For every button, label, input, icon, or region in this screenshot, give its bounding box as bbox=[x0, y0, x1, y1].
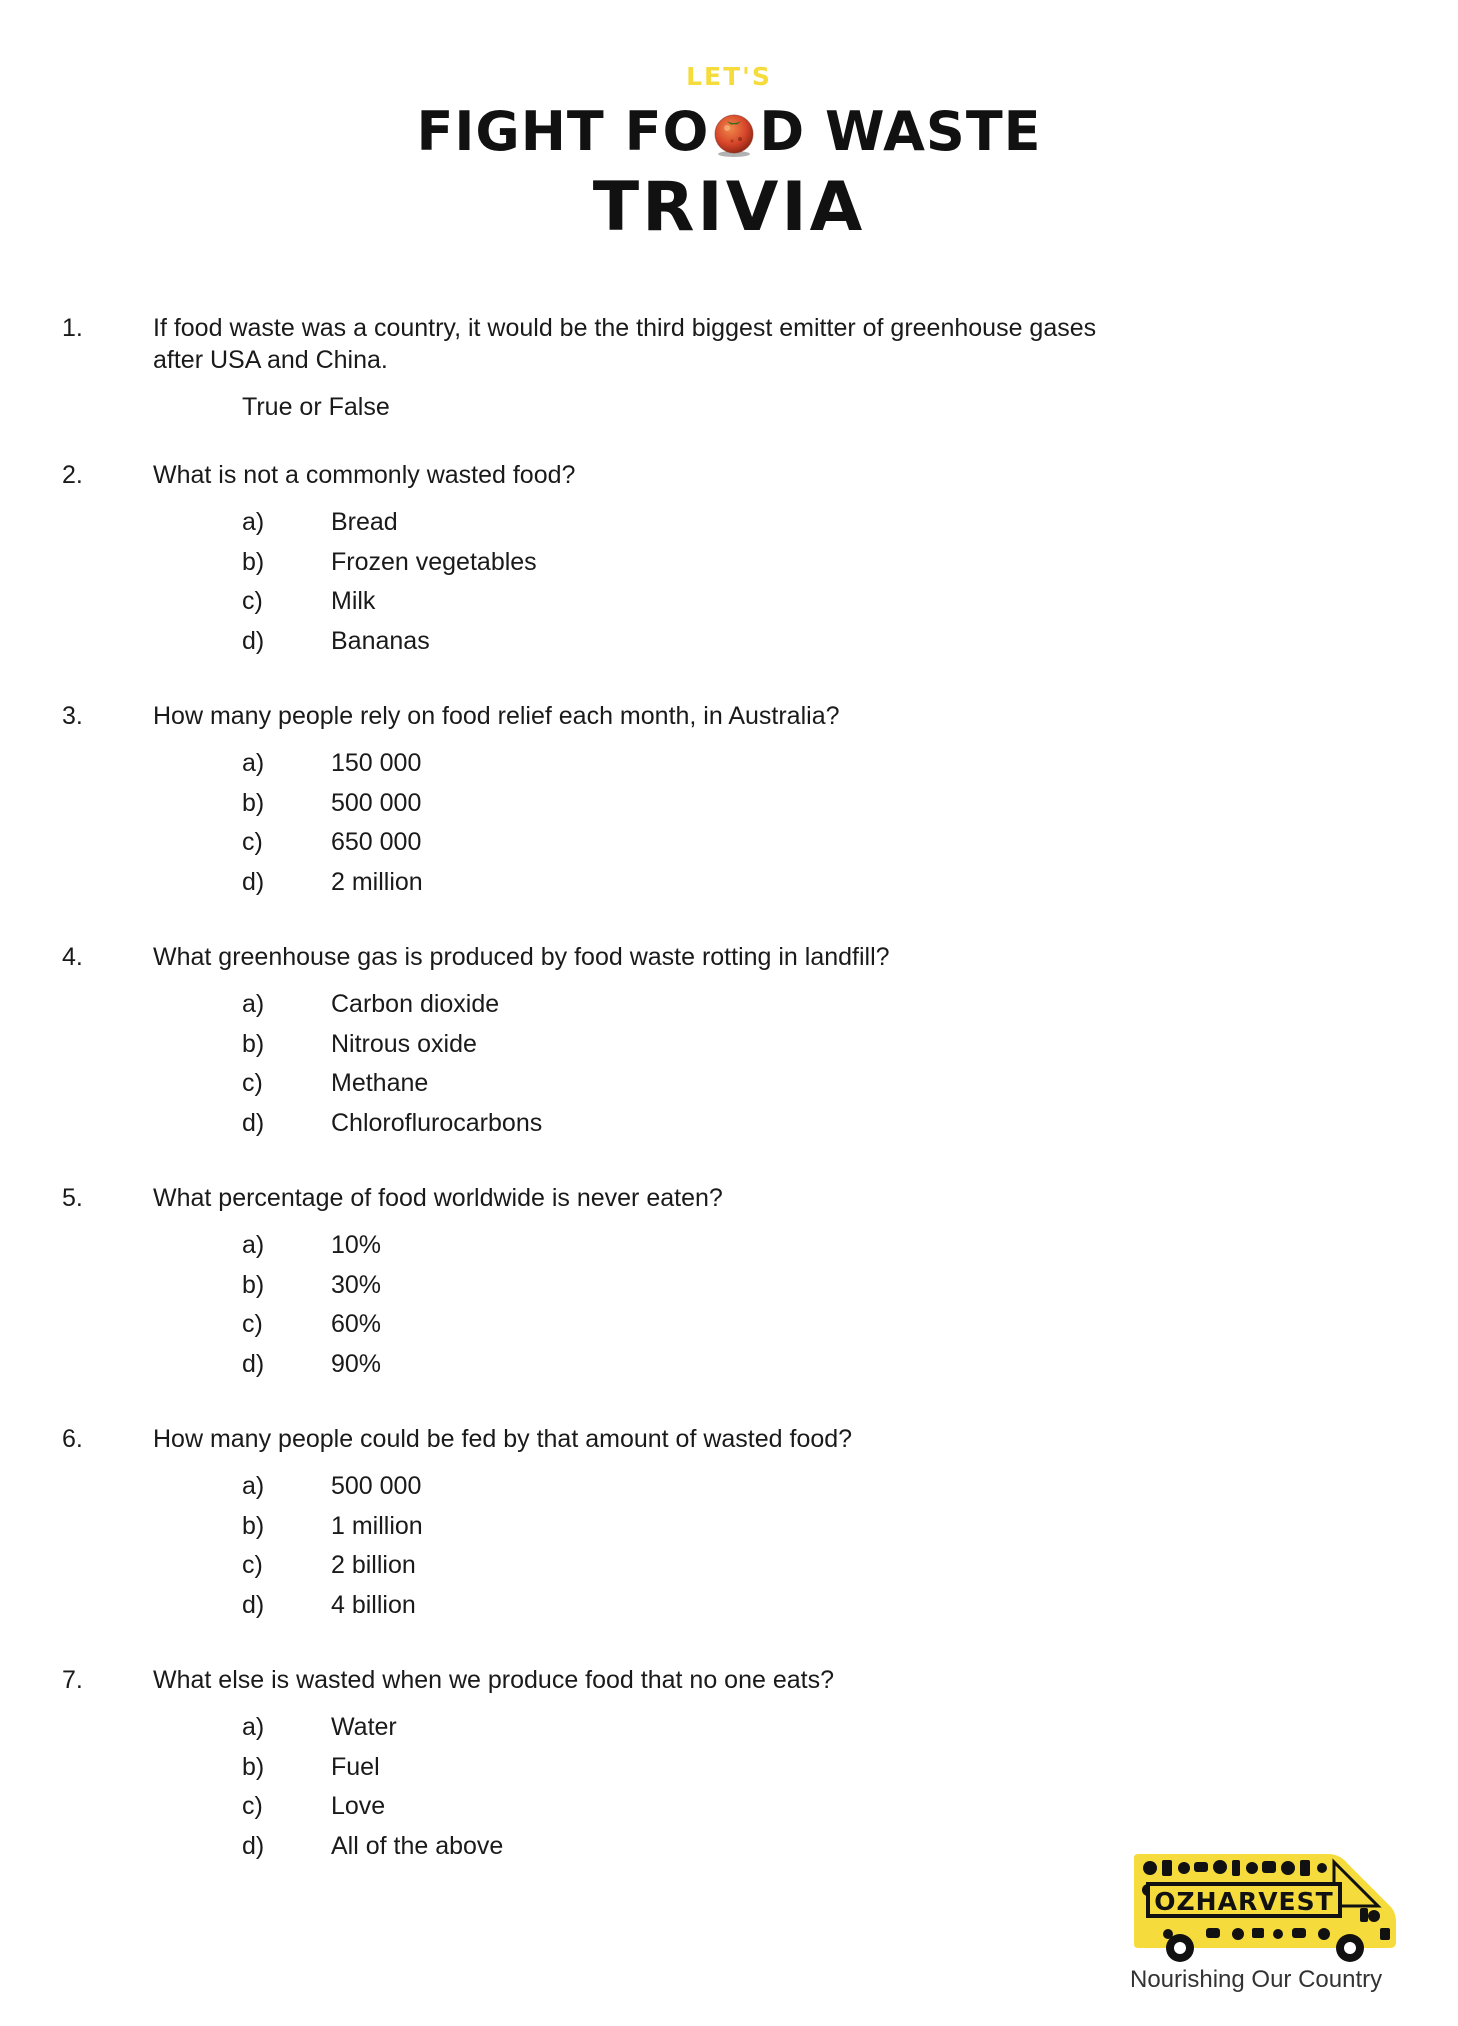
option-letter: c) bbox=[242, 1551, 263, 1579]
option-letter: c) bbox=[242, 1310, 263, 1338]
option-d bbox=[0, 866, 1458, 906]
ozharvest-van-logo bbox=[1128, 1850, 1400, 1962]
question-4 bbox=[0, 941, 1458, 1146]
option-letter: c) bbox=[242, 587, 263, 615]
option-c bbox=[0, 1308, 1458, 1348]
question-2 bbox=[0, 459, 1458, 664]
question-text: What is not a commonly wasted food? bbox=[153, 461, 576, 489]
question-text: What greenhouse gas is produced by food waste rotting in landfill? bbox=[153, 943, 890, 971]
option-b bbox=[0, 787, 1458, 827]
option-letter: d) bbox=[242, 626, 265, 655]
option-text: Milk bbox=[331, 587, 376, 615]
option-letter: b) bbox=[242, 1029, 265, 1058]
true-false-prompt: True or False bbox=[242, 393, 390, 421]
option-c bbox=[0, 585, 1458, 625]
option-letter: b) bbox=[242, 547, 265, 576]
question-text: How many people rely on food relief each month, in Australia? bbox=[153, 702, 840, 730]
question-number: 2. bbox=[62, 461, 83, 489]
page-title bbox=[0, 100, 1458, 163]
option-letter: c) bbox=[242, 1792, 263, 1820]
option-text: 4 billion bbox=[331, 1590, 416, 1619]
option-c bbox=[0, 1067, 1458, 1107]
option-d bbox=[0, 625, 1458, 665]
option-a bbox=[0, 747, 1458, 787]
option-b bbox=[0, 1269, 1458, 1309]
question-number: 6. bbox=[62, 1425, 83, 1453]
question-text: If food waste was a country, it would be the third biggest emitter of greenhouse gases after USA and China. bbox=[153, 314, 1097, 374]
option-text: Bananas bbox=[331, 626, 430, 655]
title-part-2: D WASTE bbox=[759, 100, 1042, 163]
question-text: What percentage of food worldwide is never eaten? bbox=[153, 1184, 723, 1212]
question-5 bbox=[0, 1182, 1458, 1387]
option-letter: d) bbox=[242, 1108, 265, 1137]
option-letter: a) bbox=[242, 749, 265, 777]
option-text: Frozen vegetables bbox=[331, 547, 537, 576]
option-text: Nitrous oxide bbox=[331, 1029, 477, 1058]
option-text: 1 million bbox=[331, 1511, 423, 1540]
title-part-1: FIGHT FO bbox=[416, 100, 710, 163]
option-list bbox=[0, 988, 1458, 1146]
option-a bbox=[0, 1711, 1458, 1751]
option-text: 90% bbox=[331, 1349, 382, 1378]
option-text: Bread bbox=[331, 508, 398, 536]
question-number: 1. bbox=[62, 314, 83, 342]
option-b bbox=[0, 1510, 1458, 1550]
question-number: 7. bbox=[62, 1666, 83, 1694]
trivia-title: TRIVIA bbox=[592, 168, 866, 247]
question-text: What else is wasted when we produce food that no one eats? bbox=[153, 1666, 834, 1694]
option-c bbox=[0, 1790, 1458, 1830]
question-number: 3. bbox=[62, 702, 83, 730]
question-7 bbox=[0, 1664, 1458, 1869]
option-letter: b) bbox=[242, 1752, 265, 1781]
tagline: Nourishing Our Country bbox=[1130, 1966, 1383, 1993]
option-list bbox=[0, 1229, 1458, 1387]
option-text: 500 000 bbox=[331, 1472, 422, 1500]
option-c bbox=[0, 826, 1458, 866]
question-3 bbox=[0, 700, 1458, 905]
question-number: 4. bbox=[62, 943, 83, 971]
option-b bbox=[0, 1751, 1458, 1791]
option-list bbox=[0, 1470, 1458, 1628]
option-a bbox=[0, 988, 1458, 1028]
option-letter: d) bbox=[242, 867, 265, 896]
tomato-icon bbox=[710, 110, 758, 158]
question-number: 5. bbox=[62, 1184, 83, 1212]
option-d bbox=[0, 1107, 1458, 1147]
option-text: Chloroflurocarbons bbox=[331, 1108, 543, 1137]
option-letter: c) bbox=[242, 1069, 263, 1097]
option-letter: b) bbox=[242, 1511, 265, 1540]
option-c bbox=[0, 1549, 1458, 1589]
option-list bbox=[0, 747, 1458, 905]
question-text: How many people could be fed by that amount of wasted food? bbox=[153, 1425, 853, 1453]
option-letter: d) bbox=[242, 1349, 265, 1378]
option-list bbox=[0, 1711, 1458, 1869]
option-letter: a) bbox=[242, 990, 265, 1018]
option-text: 2 million bbox=[331, 867, 423, 896]
question-6 bbox=[0, 1423, 1458, 1628]
option-letter: a) bbox=[242, 508, 265, 536]
option-d bbox=[0, 1348, 1458, 1388]
option-b bbox=[0, 1028, 1458, 1068]
option-a bbox=[0, 506, 1458, 546]
option-text: 500 000 bbox=[331, 788, 422, 817]
option-a bbox=[0, 1229, 1458, 1269]
option-text: Carbon dioxide bbox=[331, 990, 500, 1018]
option-text: 2 billion bbox=[331, 1551, 416, 1579]
option-text: Methane bbox=[331, 1069, 429, 1097]
option-text: 10% bbox=[331, 1231, 382, 1259]
option-letter: b) bbox=[242, 1270, 265, 1299]
option-list bbox=[0, 506, 1458, 664]
option-text: 30% bbox=[331, 1270, 382, 1299]
logo-text: OZHARVEST bbox=[1154, 1887, 1334, 1916]
option-text: Fuel bbox=[331, 1752, 380, 1781]
option-letter: a) bbox=[242, 1713, 265, 1741]
option-b bbox=[0, 546, 1458, 586]
option-a bbox=[0, 1470, 1458, 1510]
option-letter: b) bbox=[242, 788, 265, 817]
option-text: Love bbox=[331, 1792, 386, 1820]
lets-label: LET'S bbox=[686, 62, 772, 91]
option-letter: c) bbox=[242, 828, 263, 856]
option-text: All of the above bbox=[331, 1831, 504, 1860]
option-letter: a) bbox=[242, 1472, 265, 1500]
option-letter: d) bbox=[242, 1590, 265, 1619]
question-1 bbox=[0, 312, 1458, 423]
option-letter: a) bbox=[242, 1231, 265, 1259]
option-text: 60% bbox=[331, 1310, 382, 1338]
option-text: 150 000 bbox=[331, 749, 422, 777]
option-text: Water bbox=[331, 1713, 397, 1741]
option-text: 650 000 bbox=[331, 828, 422, 856]
option-letter: d) bbox=[242, 1831, 265, 1860]
option-d bbox=[0, 1589, 1458, 1629]
question-list bbox=[0, 312, 1458, 1905]
